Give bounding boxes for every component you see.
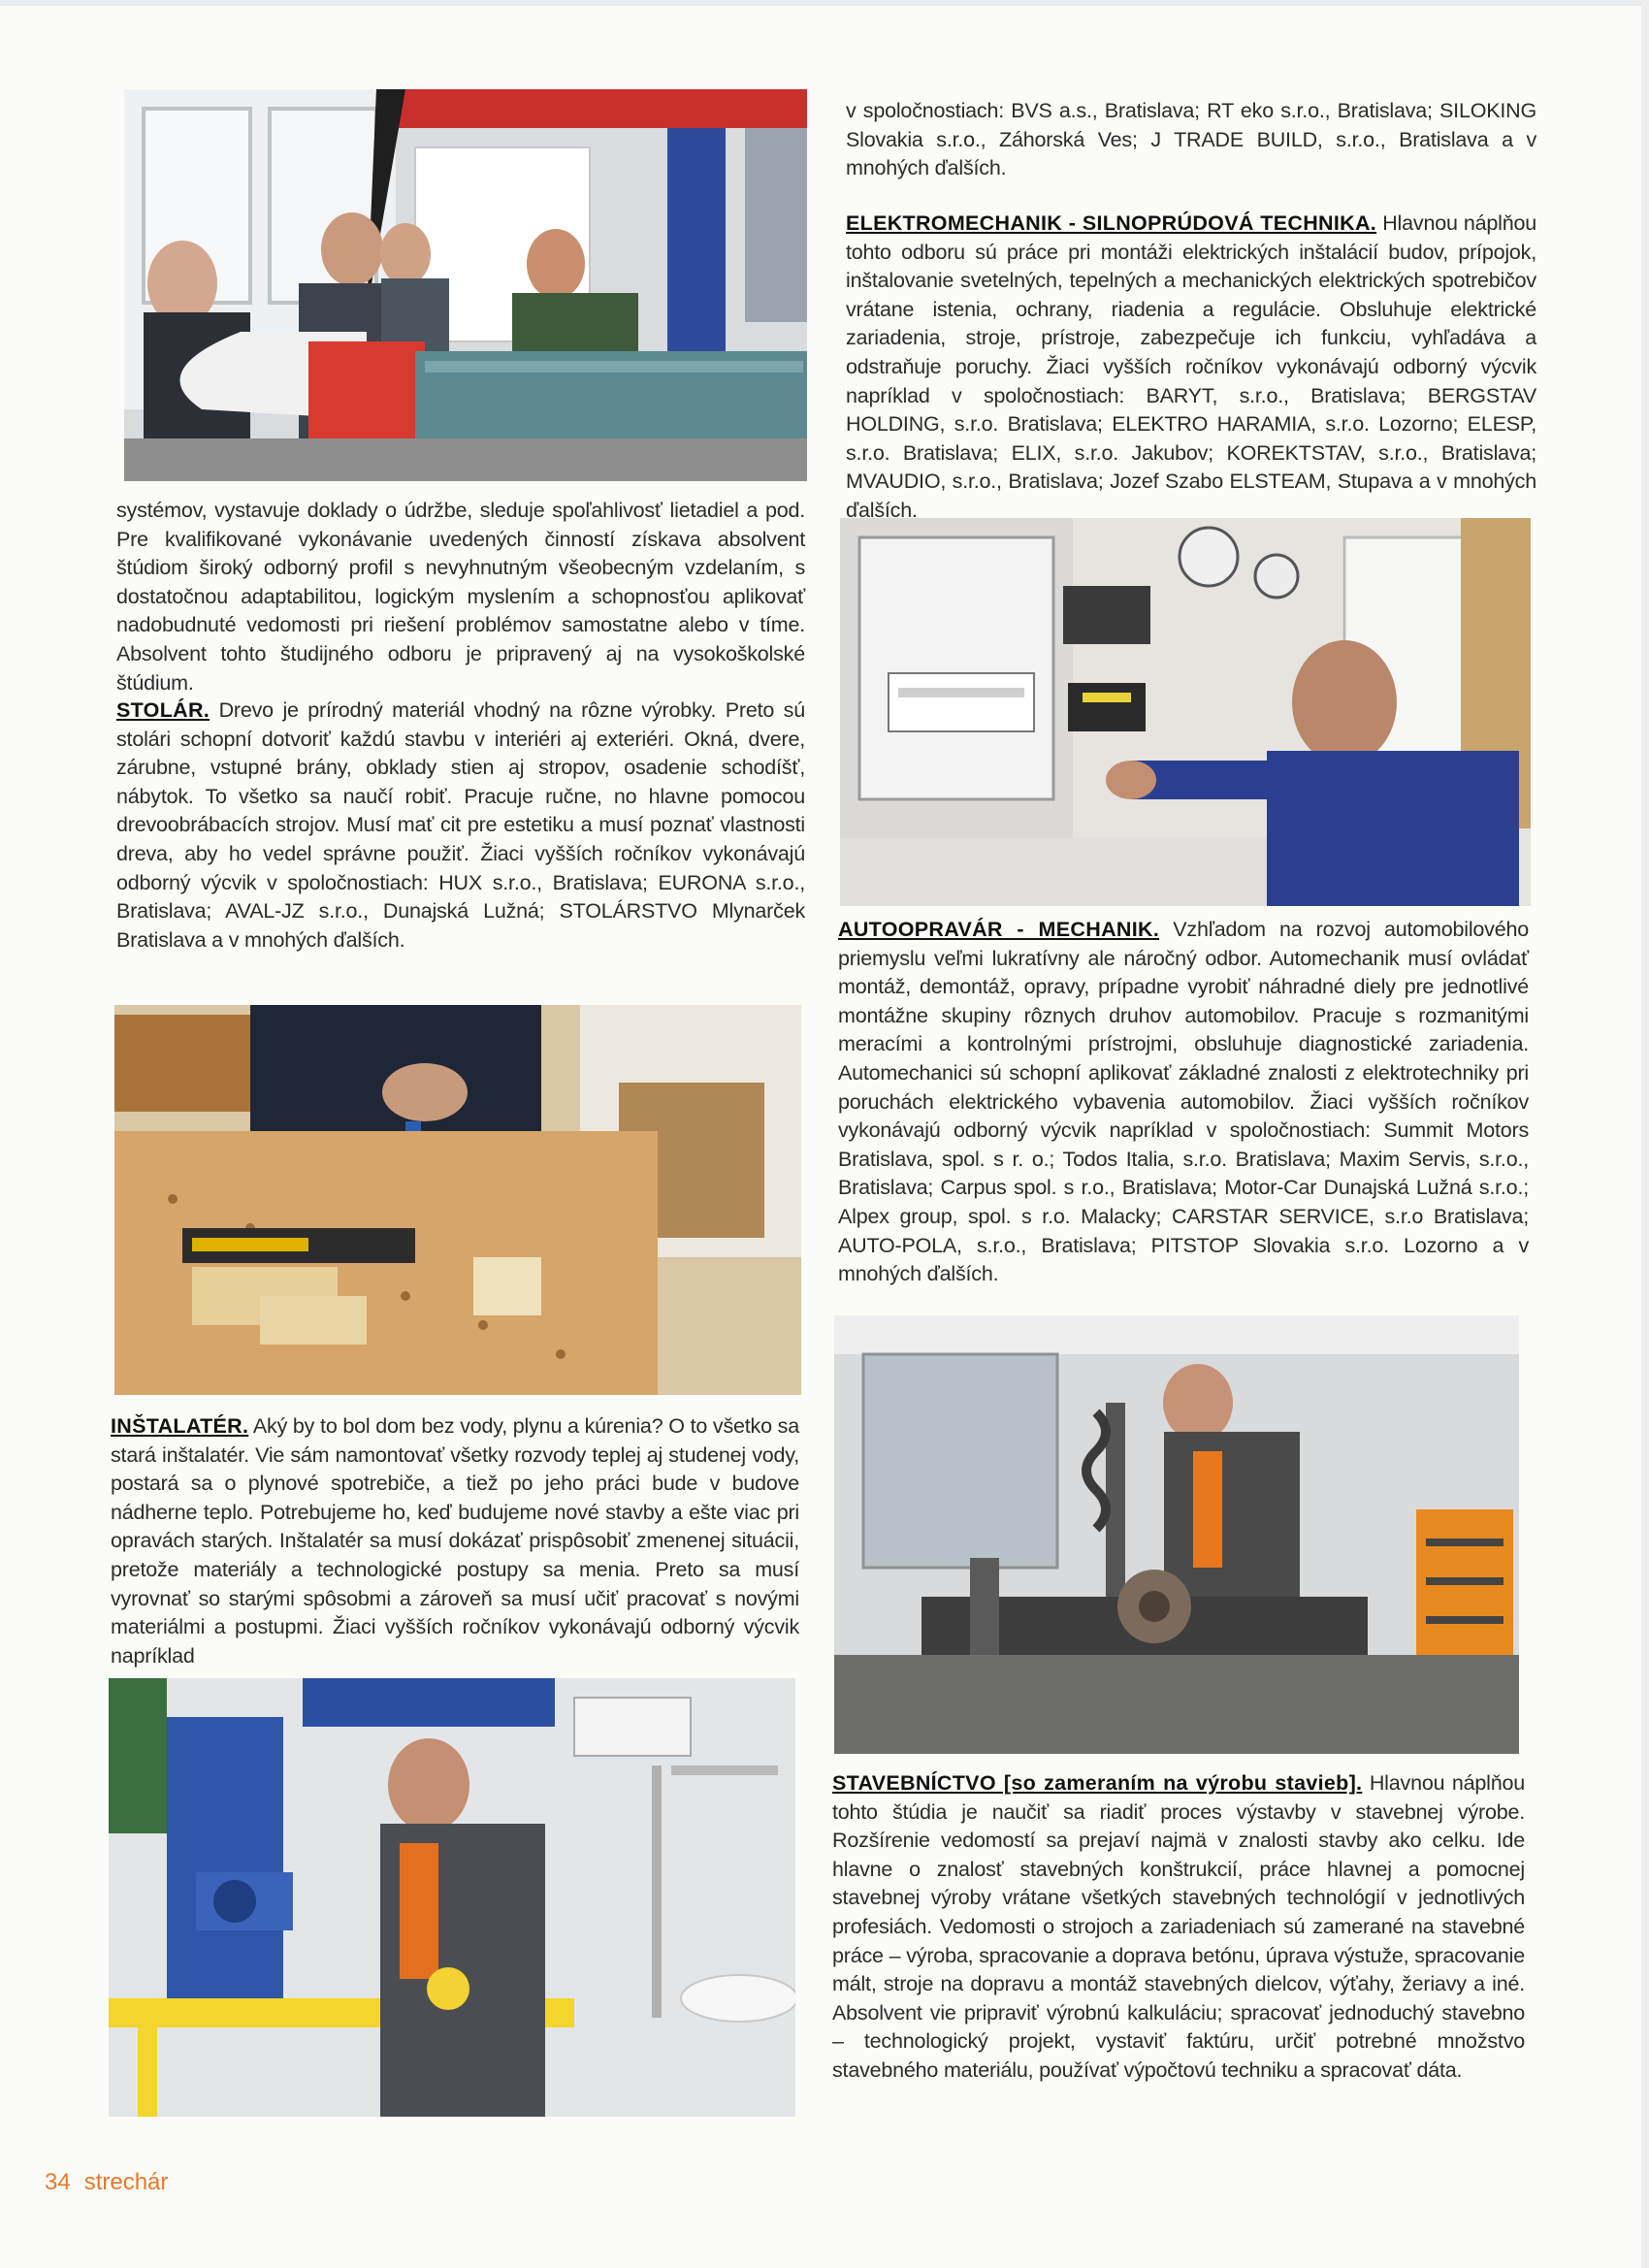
- section-stolar: [116, 697, 805, 955]
- page-edge: [0, 0, 1649, 6]
- auto-paragraph: [838, 916, 1529, 1289]
- photo-plumber: [109, 1678, 795, 2117]
- page-edge-right: [1641, 0, 1649, 2268]
- section-continuation: [846, 97, 1536, 183]
- stolar-heading: STOLÁR.: [116, 698, 210, 722]
- photo-auto-mechanic: [834, 1315, 1519, 1754]
- elektro-heading: ELEKTROMECHANIK - SILNOPRÚDOVÁ TECHNIKA.: [846, 211, 1377, 235]
- section-instalater: [111, 1412, 799, 1670]
- stavebnictvo-body: Hlavnou náplňou tohto štúdia je naučiť sa riadiť proces výstavby v stavebnej výrobe. Rozšírenie vedomostí sa prejaví najmä v znalosti stavby ako celku. Ide hlavne o znalosť stavebných konštrukcií, práce hlavnej a pomocnej stavebnej výroby vrátane všetkých stavebných technológií v jednotlivých profesiách. Vedomosti o strojoch a zariadeniach sú zamerané na stavebné práce – výroba, spracovanie a doprava betónu, úprava výstuže, spracovanie mált, stroje na dopravu a montáž stavebných dielcov, výťahy, žeriavy a iné. Absolvent vie pripraviť výrobnú kalkuláciu; spracovať jednoduchý stavebno – technologický projekt, vystaviť faktúru, určiť potrebné množstvo stavebného materiálu, používať výpočtovú techniku a spracovať dáta.: [832, 1771, 1525, 2082]
- instalater-body: Aký by to bol dom bez vody, plynu a kúrenia? O to všetko sa stará inštalatér. Vie sám namontovať všetky rozvody teplej aj studenej vody, postará sa o plynové spotrebiče, a tiež po jeho práci bude v budove nádherne teplo. Potrebujeme ho, keď budujeme nové stavby a ešte viac pri opravách starých. Inštalatér sa musí dokázať prispôsobiť zmenenej situácii, pretože materiály a technologické postupy sa menia. Preto sa musí vyrovnať so starými spôsobmi a zároveň sa musí učiť pracovať s novými materiálmi a postupmi. Žiaci vyšších ročníkov vykonávajú odborný výcvik napríklad: [111, 1414, 799, 1668]
- instalater-heading: INŠTALATÉR.: [111, 1414, 249, 1438]
- photo-aircraft-engine: [124, 89, 807, 481]
- elektro-paragraph: [846, 210, 1536, 526]
- page-number: 34: [45, 2169, 71, 2195]
- stolar-paragraph: [116, 697, 805, 955]
- continuation-paragraph: v spoločnostiach: BVS a.s., Bratislava; RT eko s.r.o., Bratislava; SILOKING Slovakia s.r.o., Záhorská Ves; J TRADE BUILD, s.r.o., Bratislava a v mnohých ďalších.: [846, 99, 1536, 180]
- section-autoopravar: [838, 916, 1529, 1289]
- magazine-name: strechár: [83, 2169, 169, 2195]
- stolar-body: Drevo je prírodný materiál vhodný na rôzne výrobky. Preto sú stolári schopní dotvoriť každú stavbu v interiéri aj exteriéri. Okná, dvere, zárubne, vstupné brány, obklady stien aj stropov, osadenie schodíšť, nábytok. To všetko sa naučí robiť. Pracuje ručne, no hlavne pomocou drevoobrábacích strojov. Musí mať cit pre estetiku a musí poznať vlastnosti dreva, aby ho vedel správne použiť. Žiaci vyšších ročníkov vykonávajú odborný výcvik v spoločnostiach: HUX s.r.o., Bratislava; EURONA s.r.o., Bratislava; AVAL-JZ s.r.o., Dunajská Lužná; STOLÁRSTVO Mlynarček Bratislava a v mnohých ďalších.: [116, 698, 805, 952]
- auto-body: Vzhľadom na rozvoj automobilového priemyslu veľmi lukratívny ale náročný odbor. Automechanik musí ovládať montáž, demontáž, opravy, prípadne vyrobiť náhradné diely pre jednotlivé montážne skupiny rôznych druhov automobilov. Pracuje s rozmanitými meracími a kontrolnými prístrojmi, obsluhuje diagnostické zariadenia. Automechanici sú schopní aplikovať základné znalosti z elektrotechniky pri poruchách elektrického vybavenia automobilov. Žiaci vyšších ročníkov vykonávajú odborný výcvik napríklad v spoločnostiach: Summit Motors Bratislava, spol. s r. o.; Todos Italia, s.r.o. Bratislava; Maxim Servis, s.r.o., Bratislava; Carpus spol. s r.o., Bratislava; Motor-Car Dunajská Lužná s.r.o.; Alpex group, spol. s r.o. Malacky; CARSTAR SERVICE, s.r.o Bratislava; AUTO-POLA, s.r.o., Bratislava; PITSTOP Slovakia s.r.o. Lozorno a v mnohých ďalších.: [838, 918, 1529, 1286]
- elektro-body: Hlavnou náplňou tohto odboru sú práce pri montáži elektrických inštalácií budov, prípojok, inštalovanie svetelných, tepelných a mechanických elektrických spotrebičov vrátane istenia, ochrany, riadenia a regulácie. Obsluhuje elektrické zariadenia, stroje, prístroje, zabezpečuje ich funkciu, vyhľadáva a odstraňuje poruchy. Žiaci vyšších ročníkov vykonávajú odborný výcvik napríklad v spoločnostiach: BARYT, s.r.o., Bratislava; BERGSTAV HOLDING, s.r.o. Bratislava; ELEKTRO HARAMIA, s.r.o. Lozorno; ELESP, s.r.o. Bratislava; ELIX, s.r.o. Jakubov; KOREKTSTAV, s.r.o., Bratislava; MVAUDIO, s.r.o., Bratislava; Jozef Szabo ELSTEAM, Stupava a v mnohých ďalších.: [846, 211, 1536, 522]
- intro-paragraph: systémov, vystavuje doklady o údržbe, sleduje spoľahlivosť lietadiel a pod. Pre kvalifikované vykonávanie uvedených činností získava absolvent štúdiom široký odborný profil s nevyhnutným všeobecným vzdelaním, s dostatočnou adaptabilitou, logickým myslením a schopnosťou aplikovať nadobudnuté vedomosti pri riešení problémov samostatne alebo v tíme. Absolvent tohto študijného odboru je pripravený aj na vysokoškolské štúdium.: [116, 499, 805, 695]
- auto-heading: AUTOOPRAVÁR - MECHANIK.: [838, 918, 1160, 941]
- stavebnictvo-paragraph: [832, 1769, 1525, 2086]
- article-intro-text: [116, 497, 805, 697]
- section-stavebnictvo: [832, 1769, 1525, 2086]
- photo-carpenter: [114, 1005, 801, 1395]
- instalater-paragraph: [111, 1412, 799, 1670]
- page-footer: [45, 2169, 168, 2196]
- photo-electrician: [840, 518, 1531, 906]
- stavebnictvo-heading: STAVEBNÍCTVO [so zameraním na výrobu stavieb].: [832, 1771, 1363, 1795]
- section-elektromechanik: [846, 210, 1536, 526]
